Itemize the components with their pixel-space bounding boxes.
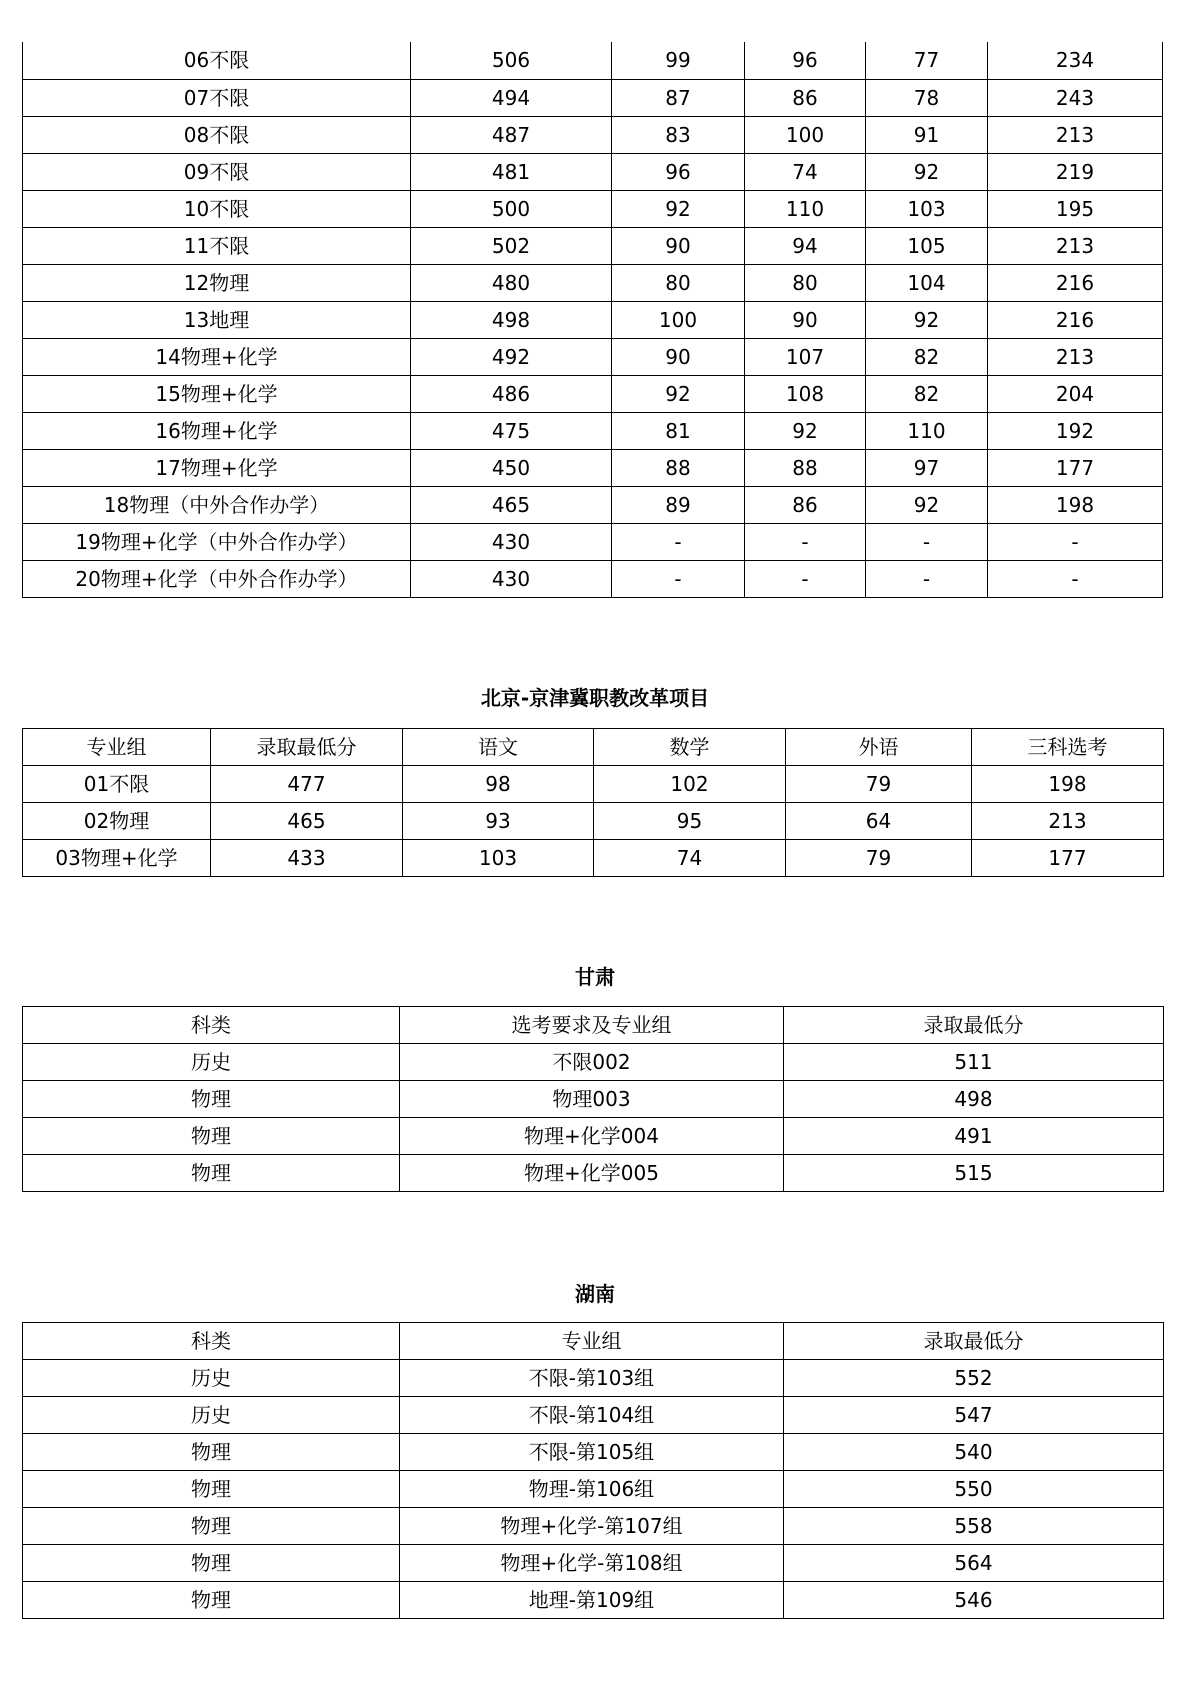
chinese-cell: 92 xyxy=(612,375,745,412)
min-score-cell: 515 xyxy=(784,1155,1164,1192)
table-row xyxy=(23,1508,1164,1545)
major-group-cell: 01不限 xyxy=(23,766,211,803)
major-group-cell: 03物理+化学 xyxy=(23,840,211,877)
elective-total-cell: 213 xyxy=(972,803,1164,840)
elective-total-cell: 234 xyxy=(988,42,1163,79)
foreign-language-cell: 92 xyxy=(866,301,988,338)
major-group-cell: 13地理 xyxy=(23,301,411,338)
foreign-language-cell: 77 xyxy=(866,42,988,79)
math-cell: 94 xyxy=(745,227,866,264)
math-cell: 102 xyxy=(594,766,786,803)
math-cell: 86 xyxy=(745,79,866,116)
hunan-scores-table xyxy=(22,1322,1164,1619)
major-group-cell: 06不限 xyxy=(23,42,411,79)
elective-total-cell: 213 xyxy=(988,116,1163,153)
subject-category-cell: 物理 xyxy=(23,1081,400,1118)
foreign-language-cell: 79 xyxy=(786,766,972,803)
elective-total-cell: 213 xyxy=(988,227,1163,264)
chinese-cell: 89 xyxy=(612,486,745,523)
foreign-language-cell: 82 xyxy=(866,338,988,375)
table-row xyxy=(23,523,1163,560)
table-row xyxy=(23,153,1163,190)
subject-category-cell: 物理 xyxy=(23,1508,400,1545)
min-score-cell: 540 xyxy=(784,1434,1164,1471)
min-score-cell: 552 xyxy=(784,1360,1164,1397)
math-cell: 92 xyxy=(745,412,866,449)
major-group-cell: 18物理（中外合作办学） xyxy=(23,486,411,523)
table-row xyxy=(23,42,1163,79)
min-score-cell: 487 xyxy=(411,116,612,153)
major-group-cell: 地理-第109组 xyxy=(400,1582,784,1619)
subject-category-cell: 物理 xyxy=(23,1471,400,1508)
table-row xyxy=(23,560,1163,597)
math-cell: - xyxy=(745,560,866,597)
table-header-row xyxy=(23,1007,1164,1044)
table-row xyxy=(23,840,1164,877)
subject-category-cell: 历史 xyxy=(23,1397,400,1434)
min-score-cell: 502 xyxy=(411,227,612,264)
elective-total-cell: 192 xyxy=(988,412,1163,449)
math-cell: 100 xyxy=(745,116,866,153)
major-group-cell: 02物理 xyxy=(23,803,211,840)
chinese-cell: 83 xyxy=(612,116,745,153)
foreign-language-cell: 110 xyxy=(866,412,988,449)
elective-total-cell: 198 xyxy=(988,486,1163,523)
header-major-group: 专业组 xyxy=(23,729,211,766)
header-chinese: 语文 xyxy=(403,729,594,766)
header-elective-total: 三科选考 xyxy=(972,729,1164,766)
subject-category-cell: 物理 xyxy=(23,1118,400,1155)
major-group-cell: 不限-第105组 xyxy=(400,1434,784,1471)
min-score-cell: 465 xyxy=(411,486,612,523)
major-group-cell: 09不限 xyxy=(23,153,411,190)
table-row xyxy=(23,301,1163,338)
major-group-cell: 15物理+化学 xyxy=(23,375,411,412)
min-score-cell: 498 xyxy=(784,1081,1164,1118)
min-score-cell: 477 xyxy=(211,766,403,803)
table-row xyxy=(23,116,1163,153)
major-group-cell: 08不限 xyxy=(23,116,411,153)
min-score-cell: 480 xyxy=(411,264,612,301)
math-cell: 110 xyxy=(745,190,866,227)
table-row xyxy=(23,1582,1164,1619)
min-score-cell: 550 xyxy=(784,1471,1164,1508)
major-group-cell: 物理+化学-第108组 xyxy=(400,1545,784,1582)
gansu-scores-table xyxy=(22,1006,1164,1192)
header-min-score: 录取最低分 xyxy=(784,1323,1164,1360)
math-cell: 108 xyxy=(745,375,866,412)
foreign-language-cell: - xyxy=(866,523,988,560)
header-subject-category: 科类 xyxy=(23,1323,400,1360)
min-score-cell: 546 xyxy=(784,1582,1164,1619)
chinese-cell: - xyxy=(612,560,745,597)
subject-category-cell: 物理 xyxy=(23,1545,400,1582)
table-row xyxy=(23,227,1163,264)
table-row xyxy=(23,1360,1164,1397)
major-group-cell: 14物理+化学 xyxy=(23,338,411,375)
major-group-cell: 物理003 xyxy=(400,1081,784,1118)
min-score-cell: 475 xyxy=(411,412,612,449)
elective-total-cell: - xyxy=(988,523,1163,560)
foreign-language-cell: 79 xyxy=(786,840,972,877)
section-title-hunan: 湖南 xyxy=(575,1282,615,1306)
math-cell: 90 xyxy=(745,301,866,338)
chinese-cell: 87 xyxy=(612,79,745,116)
math-cell: 74 xyxy=(745,153,866,190)
min-score-cell: 558 xyxy=(784,1508,1164,1545)
major-group-cell: 12物理 xyxy=(23,264,411,301)
min-score-cell: 486 xyxy=(411,375,612,412)
major-group-cell: 不限002 xyxy=(400,1044,784,1081)
subject-category-cell: 物理 xyxy=(23,1155,400,1192)
header-foreign-language: 外语 xyxy=(786,729,972,766)
header-min-score: 录取最低分 xyxy=(211,729,403,766)
elective-total-cell: 243 xyxy=(988,79,1163,116)
table-row xyxy=(23,449,1163,486)
header-requirement-major-group: 选考要求及专业组 xyxy=(400,1007,784,1044)
table-row xyxy=(23,766,1164,803)
math-cell: 96 xyxy=(745,42,866,79)
table-row xyxy=(23,338,1163,375)
math-cell: 95 xyxy=(594,803,786,840)
chinese-cell: 99 xyxy=(612,42,745,79)
major-group-cell: 10不限 xyxy=(23,190,411,227)
foreign-language-cell: 103 xyxy=(866,190,988,227)
table-row xyxy=(23,1545,1164,1582)
major-group-cell: 17物理+化学 xyxy=(23,449,411,486)
major-group-cell: 物理+化学004 xyxy=(400,1118,784,1155)
table-row xyxy=(23,264,1163,301)
chinese-cell: 81 xyxy=(612,412,745,449)
subject-category-cell: 历史 xyxy=(23,1044,400,1081)
major-group-cell: 不限-第103组 xyxy=(400,1360,784,1397)
subject-category-cell: 物理 xyxy=(23,1582,400,1619)
min-score-cell: 500 xyxy=(411,190,612,227)
table-row xyxy=(23,1118,1164,1155)
min-score-cell: 465 xyxy=(211,803,403,840)
math-cell: 86 xyxy=(745,486,866,523)
admission-scores-table-continued xyxy=(22,42,1163,598)
elective-total-cell: 204 xyxy=(988,375,1163,412)
table-row xyxy=(23,1081,1164,1118)
elective-total-cell: 216 xyxy=(988,301,1163,338)
chinese-cell: 90 xyxy=(612,227,745,264)
beijing-scores-table xyxy=(22,728,1164,877)
header-min-score: 录取最低分 xyxy=(784,1007,1164,1044)
min-score-cell: 430 xyxy=(411,560,612,597)
foreign-language-cell: 91 xyxy=(866,116,988,153)
table-row xyxy=(23,1155,1164,1192)
table-row xyxy=(23,1397,1164,1434)
major-group-cell: 物理+化学-第107组 xyxy=(400,1508,784,1545)
foreign-language-cell: 92 xyxy=(866,486,988,523)
foreign-language-cell: 92 xyxy=(866,153,988,190)
elective-total-cell: 195 xyxy=(988,190,1163,227)
major-group-cell: 19物理+化学（中外合作办学） xyxy=(23,523,411,560)
foreign-language-cell: 82 xyxy=(866,375,988,412)
math-cell: 74 xyxy=(594,840,786,877)
table-row xyxy=(23,375,1163,412)
min-score-cell: 498 xyxy=(411,301,612,338)
subject-category-cell: 历史 xyxy=(23,1360,400,1397)
table-row xyxy=(23,803,1164,840)
section-title-gansu: 甘肃 xyxy=(575,965,615,989)
elective-total-cell: 177 xyxy=(988,449,1163,486)
chinese-cell: 90 xyxy=(612,338,745,375)
min-score-cell: 547 xyxy=(784,1397,1164,1434)
foreign-language-cell: 105 xyxy=(866,227,988,264)
major-group-cell: 物理-第106组 xyxy=(400,1471,784,1508)
table-body xyxy=(23,42,1163,597)
header-math: 数学 xyxy=(594,729,786,766)
chinese-cell: 80 xyxy=(612,264,745,301)
table-row xyxy=(23,1044,1164,1081)
major-group-cell: 不限-第104组 xyxy=(400,1397,784,1434)
chinese-cell: 92 xyxy=(612,190,745,227)
table-row xyxy=(23,190,1163,227)
math-cell: 107 xyxy=(745,338,866,375)
chinese-cell: - xyxy=(612,523,745,560)
math-cell: 80 xyxy=(745,264,866,301)
section-title-beijing: 北京-京津冀职教改革项目 xyxy=(480,686,710,710)
chinese-cell: 93 xyxy=(403,803,594,840)
elective-total-cell: 213 xyxy=(988,338,1163,375)
foreign-language-cell: 104 xyxy=(866,264,988,301)
table-header-row xyxy=(23,1323,1164,1360)
chinese-cell: 103 xyxy=(403,840,594,877)
table-row xyxy=(23,1471,1164,1508)
major-group-cell: 16物理+化学 xyxy=(23,412,411,449)
elective-total-cell: 177 xyxy=(972,840,1164,877)
elective-total-cell: 216 xyxy=(988,264,1163,301)
elective-total-cell: 219 xyxy=(988,153,1163,190)
min-score-cell: 506 xyxy=(411,42,612,79)
chinese-cell: 96 xyxy=(612,153,745,190)
foreign-language-cell: 78 xyxy=(866,79,988,116)
chinese-cell: 100 xyxy=(612,301,745,338)
chinese-cell: 88 xyxy=(612,449,745,486)
min-score-cell: 511 xyxy=(784,1044,1164,1081)
table-row xyxy=(23,79,1163,116)
subject-category-cell: 物理 xyxy=(23,1434,400,1471)
foreign-language-cell: 97 xyxy=(866,449,988,486)
header-subject-category: 科类 xyxy=(23,1007,400,1044)
min-score-cell: 481 xyxy=(411,153,612,190)
major-group-cell: 20物理+化学（中外合作办学） xyxy=(23,560,411,597)
major-group-cell: 11不限 xyxy=(23,227,411,264)
min-score-cell: 491 xyxy=(784,1118,1164,1155)
major-group-cell: 07不限 xyxy=(23,79,411,116)
min-score-cell: 430 xyxy=(411,523,612,560)
foreign-language-cell: - xyxy=(866,560,988,597)
math-cell: 88 xyxy=(745,449,866,486)
header-major-group: 专业组 xyxy=(400,1323,784,1360)
min-score-cell: 450 xyxy=(411,449,612,486)
table-header-row xyxy=(23,729,1164,766)
min-score-cell: 492 xyxy=(411,338,612,375)
elective-total-cell: - xyxy=(988,560,1163,597)
major-group-cell: 物理+化学005 xyxy=(400,1155,784,1192)
min-score-cell: 564 xyxy=(784,1545,1164,1582)
table-row xyxy=(23,486,1163,523)
foreign-language-cell: 64 xyxy=(786,803,972,840)
min-score-cell: 433 xyxy=(211,840,403,877)
min-score-cell: 494 xyxy=(411,79,612,116)
chinese-cell: 98 xyxy=(403,766,594,803)
table-row xyxy=(23,412,1163,449)
elective-total-cell: 198 xyxy=(972,766,1164,803)
math-cell: - xyxy=(745,523,866,560)
table-row xyxy=(23,1434,1164,1471)
